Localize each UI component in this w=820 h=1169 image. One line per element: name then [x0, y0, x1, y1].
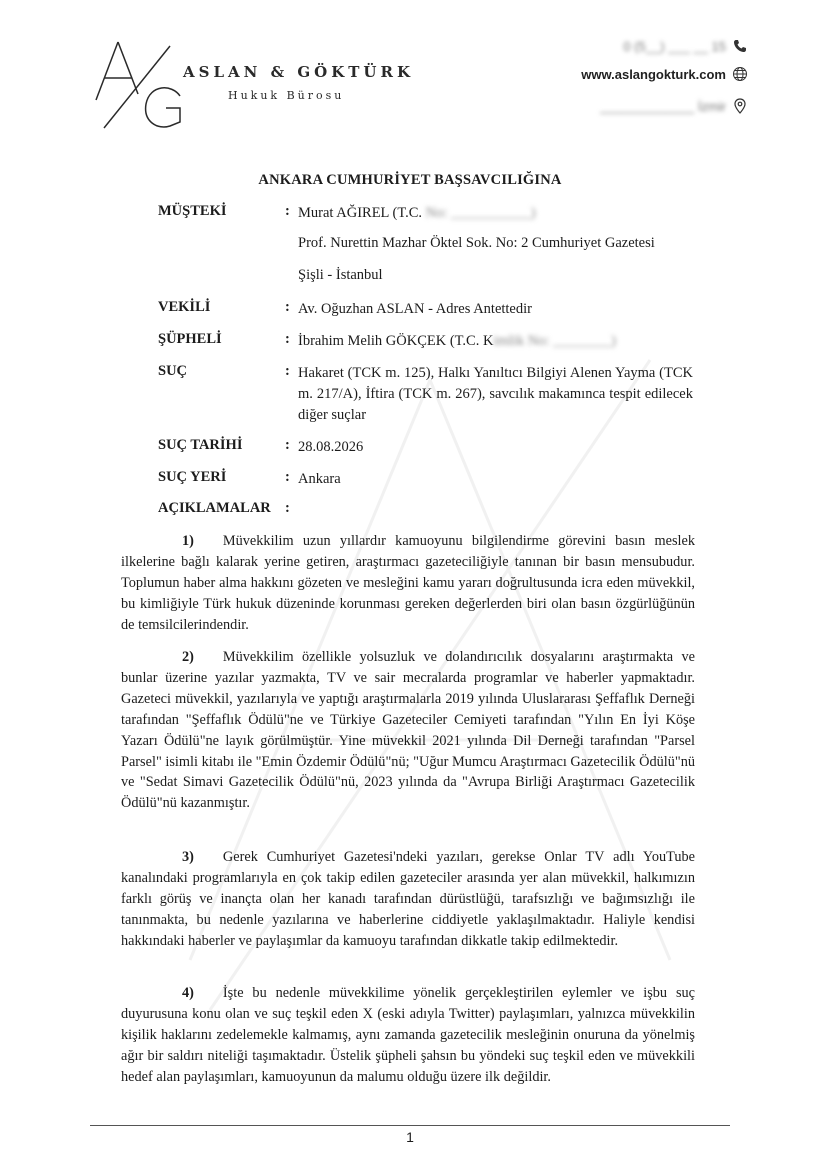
- paragraph-text: Müvekkilim özellikle yolsuzluk ve dolandırıcılık dosyalarını araştırmakta ve bunlar üzerine yazılar yazmakta, TV ve sair mecralarda programlar ve haberler yapmaktadır. Gazeteci müvekkil, yazılarıyla ve yaptığı araştırmalarla 2019 yılında Uluslararası Şeffaflık Derneği tarafından "Şeffaflık Ödülü"ne ve Türkiye Gazeteciler Cemiyeti tarafından "Yılın En İyi Köşe Yazarı Ödülü"ne layık görülmüştür. Yine müvekkil 2021 yılında Dil Derneği tarafından "Parsel Parsel" isimli kitabı ile "Emin Özdemir Ödülü"nü; "Uğur Mumcu Araştırmacı Gazetecilik Ödülü"nü ve "Sedat Simavi Gazetecilik Ödülü"nü, 2023 yılında da "Avrupa Birliği Araştırmacı Gazetecilik Ödülü"nü kazanmıştır.: [121, 649, 695, 812]
- contact-phone: [623, 38, 748, 54]
- paragraph-2: [121, 647, 695, 814]
- location-pin-icon: [732, 98, 748, 114]
- firm-logo-icon: [88, 38, 188, 132]
- paragraph-number: 3): [182, 849, 194, 865]
- musteki-value: Murat AĞIREL (T.C. No: ___________): [298, 205, 536, 221]
- suc-yeri-value: Ankara: [298, 471, 341, 487]
- suc-tarihi-value: 28.08.2026: [298, 439, 364, 455]
- supheli-value: İbrahim Melih GÖKÇEK (T.C. Kimlik No: ________): [298, 333, 616, 349]
- paragraph-number: 1): [182, 533, 194, 549]
- suc-tarihi-label: SUÇ TARİHİ: [158, 437, 243, 453]
- globe-icon: [732, 66, 748, 82]
- colon: :: [285, 437, 290, 453]
- paragraph-1: [121, 531, 695, 636]
- paragraph-text: İşte bu nedenle müvekkilime yönelik gerçekleştirilen eylemler ve işbu suç duyurusuna konu olan ve suç teşkil eden X (eski adıyla Twitter) paylaşımları, yalnızca müvekkilin kişilik haklarını zedelemekle kalmamış, aynı zamanda gazetecilik mesleğinin onuruna da yönelmiş ağır bir saldırı niteliği taşımaktadır. Üstelik şüpheli şahsın bu yöndeki suç teşkil eden ve müvekkili hedef alan paylaşımları, kamuoyunun da malumu olduğu üzere ilk değildir.: [121, 985, 695, 1085]
- phone-text: 0 (5__) ___ __ 15: [623, 38, 726, 54]
- suc-yeri-label: SUÇ YERİ: [158, 469, 227, 485]
- aciklamalar-label: AÇIKLAMALAR: [158, 500, 271, 516]
- colon: :: [285, 500, 290, 516]
- musteki-address-line1: Prof. Nurettin Mazhar Öktel Sok. No: 2 Cumhuriyet Gazetesi: [298, 235, 655, 251]
- website-link[interactable]: www.aslangokturk.com: [581, 66, 726, 82]
- colon: :: [285, 299, 290, 315]
- contact-address: [600, 98, 748, 114]
- firm-name: ASLAN & GÖKTÜRK: [183, 63, 415, 81]
- redacted-id: imlik No: ________): [493, 333, 616, 349]
- supheli-label: ŞÜPHELİ: [158, 331, 222, 347]
- footer-divider: [90, 1125, 730, 1126]
- contact-website[interactable]: [581, 66, 748, 82]
- paragraph-3: [121, 847, 695, 952]
- address-text: _____________ İzmir: [600, 98, 726, 114]
- vekili-value: Av. Oğuzhan ASLAN - Adres Antettedir: [298, 301, 532, 317]
- vekili-label: VEKİLİ: [158, 299, 211, 315]
- colon: :: [285, 363, 290, 379]
- paragraph-text: Müvekkilim uzun yıllardır kamuoyunu bilgilendirme görevini basın meslek ilkelerine bağlı kalarak yerine getiren, araştırmacı gazeteciliğiyle tanınan bir basın mensubudur. Toplumun haber alma hakkını gözeten ve mesleğini kamu yararı doğrultusunda icra eden müvekkil, bu kimliğiyle Türk hukuk düzeninde korunması gereken değerlerden biri olan basın özgürlüğünün de temsilcilerindendir.: [121, 533, 695, 633]
- document-title: ANKARA CUMHURİYET BAŞSAVCILIĞINA: [258, 172, 562, 188]
- paragraph-4: [121, 983, 695, 1088]
- suc-label: SUÇ: [158, 363, 188, 379]
- colon: :: [285, 203, 290, 219]
- musteki-address-line2: Şişli - İstanbul: [298, 267, 383, 283]
- musteki-label: MÜŞTEKİ: [158, 203, 227, 219]
- colon: :: [285, 331, 290, 347]
- firm-subtitle: Hukuk Bürosu: [228, 89, 345, 102]
- paragraph-number: 4): [182, 985, 194, 1001]
- colon: :: [285, 469, 290, 485]
- suc-value: Hakaret (TCK m. 125), Halkı Yanıltıcı Bilgiyi Alenen Yayma (TCK m. 217/A), İftira (TCK m. 267), savcılık makamınca tespit edilecek diğer suçlar: [298, 365, 693, 423]
- page-number: 1: [406, 1129, 414, 1145]
- paragraph-number: 2): [182, 649, 194, 665]
- paragraph-text: Gerek Cumhuriyet Gazetesi'ndeki yazıları, gerekse Onlar TV adlı YouTube kanalındaki programlarıyla en çok takip edilen gazeteciler arasında yer alan müvekkil, halkımızın farklı görüş ve inançta olan her kanadı tarafından dürüstlüğü, tarafsızlığı ve bağımsızlığı ile tanınmakta, bu nedenle yazılarına ve haberlerine ciddiyetle yaklaşılmaktadır. Haliyle kendisi hakkındaki haberler ve paylaşımlar da kamuoyu tarafından dikkatle takip edilmektedir.: [121, 849, 695, 949]
- phone-icon: [732, 38, 748, 54]
- redacted-id: No: ___________): [425, 205, 536, 221]
